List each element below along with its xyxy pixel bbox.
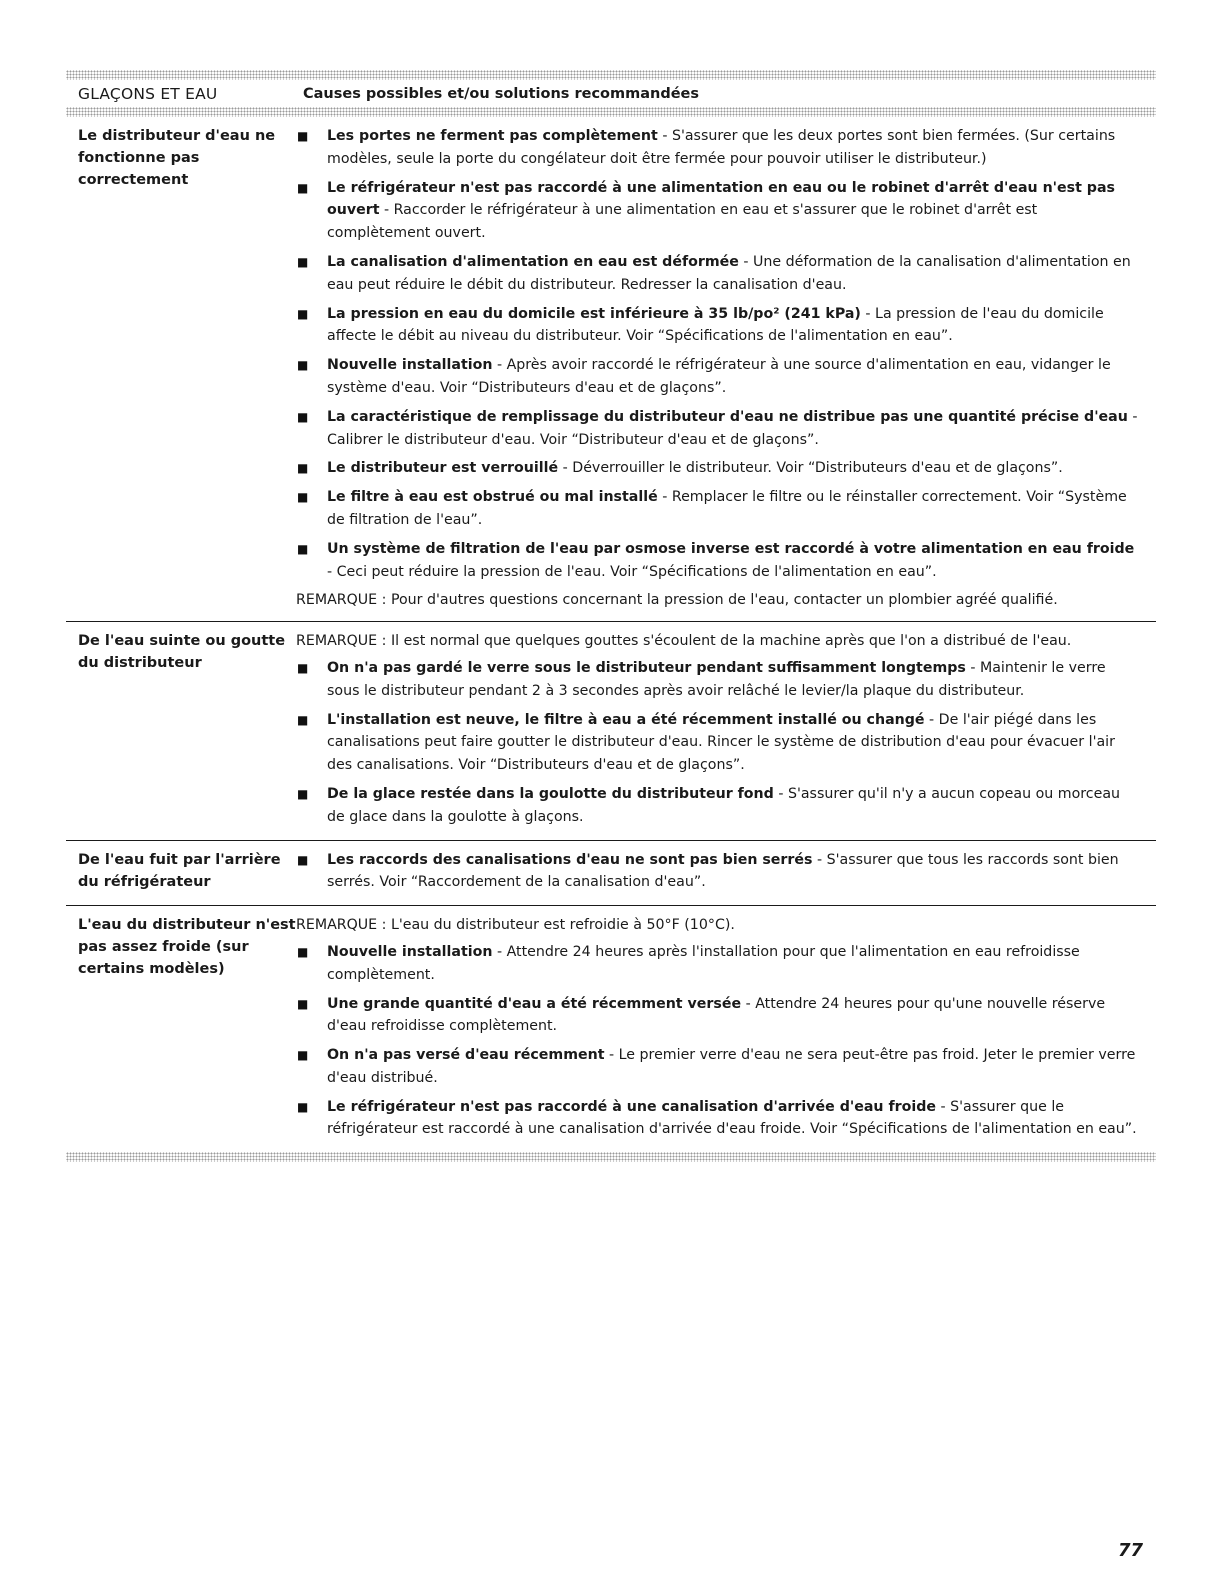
solutions-cell: [296, 910, 1156, 1147]
cause-label: De la glace restée dans la goulotte du distributeur fond: [327, 785, 774, 802]
table-header: [66, 80, 1156, 107]
bullet-icon: ■: [297, 490, 309, 505]
solutions-cell: [296, 626, 1156, 834]
cause-label: Le réfrigérateur n'est pas raccordé à une canalisation d'arrivée d'eau froide: [327, 1098, 937, 1115]
cause-label: La caractéristique de remplissage du distributeur d'eau ne distribue pas une quantité précise d'eau: [327, 408, 1128, 425]
list-item: [296, 303, 1156, 349]
solution-text: - Déverrouiller le distributeur. Voir “Distributeurs d'eau et de glaçons”.: [558, 460, 1063, 477]
solution-text: - Calibrer le distributeur d'eau. Voir “Distributeur d'eau et de glaçons”.: [327, 408, 1138, 448]
solution-text: - S'assurer qu'il n'y a aucun copeau ou morceau de glace dans la goulotte à glaçons.: [327, 785, 1121, 825]
list-item: [296, 993, 1156, 1039]
list-item: [296, 783, 1156, 829]
bullet-icon: ■: [297, 180, 309, 195]
bullet-icon: ■: [297, 996, 309, 1011]
header-rule: [66, 107, 1156, 117]
bullet-icon: ■: [297, 712, 309, 727]
solution-text: - Une déformation de la canalisation d'alimentation en eau peut réduire le débit du distributeur. Redresser la canalisation d'eau.: [327, 253, 1131, 293]
list-item: [296, 486, 1156, 532]
list-item: [296, 125, 1156, 171]
cause-label: L'installation est neuve, le filtre à eau a été récemment installé ou changé: [327, 711, 925, 728]
cause-label: La canalisation d'alimentation en eau est déformée: [327, 253, 739, 270]
solution-text: - Attendre 24 heures après l'installation pour que l'alimentation en eau refroidisse complètement.: [327, 943, 1080, 983]
problem-label: De l'eau fuit par l'arrière du réfrigérateur: [78, 851, 281, 890]
bullet-icon: ■: [297, 852, 309, 867]
cause-label: On n'a pas gardé le verre sous le distributeur pendant suffisamment longtemps: [327, 659, 966, 676]
list-item: [296, 849, 1156, 895]
problem-label: De l'eau suinte ou goutte du distributeur: [78, 633, 286, 672]
table-row: [66, 621, 1156, 839]
bullet-icon: ■: [297, 129, 309, 143]
solutions-cell: [296, 845, 1156, 901]
cause-label: Le filtre à eau est obstrué ou mal installé: [327, 489, 658, 506]
list-item: [296, 1096, 1156, 1142]
cause-label: Le réfrigérateur n'est pas raccordé à une alimentation en eau ou le robinet d'arrêt d'eau n'est pas ouvert: [327, 179, 1115, 219]
list-item: [296, 1044, 1156, 1090]
cause-label: Nouvelle installation: [327, 357, 493, 374]
top-rule: [66, 70, 1156, 80]
list-item: [296, 354, 1156, 400]
table-row: [66, 117, 1156, 621]
solution-text: - La pression de l'eau du domicile affecte le débit au niveau du distributeur. Voir “Spécifications de l'alimentation en eau”.: [327, 305, 1104, 345]
list-item: [296, 177, 1156, 245]
solution-text: - S'assurer que tous les raccords sont bien serrés. Voir “Raccordement de la canalisation d'eau”.: [327, 851, 1119, 891]
bullet-icon: ■: [297, 461, 309, 476]
troubleshooting-table: [66, 70, 1156, 1162]
section-title: GLAÇONS ET EAU: [78, 84, 218, 103]
cause-label: La pression en eau du domicile est inférieure à 35 lb/po² (241 kPa): [327, 305, 861, 322]
solution-text: - Raccorder le réfrigérateur à une alimentation en eau et s'assurer que le robinet d'arrêt est complètement ouvert.: [327, 202, 1038, 242]
bullet-icon: ■: [297, 358, 309, 373]
bullet-icon: ■: [297, 944, 309, 959]
list-item: [296, 941, 1156, 987]
bullet-icon: ■: [297, 1099, 309, 1114]
cause-label: On n'a pas versé d'eau récemment: [327, 1047, 605, 1064]
cause-label: Un système de filtration de l'eau par osmose inverse est raccordé à votre alimentation en eau froide: [327, 540, 1135, 557]
bullet-icon: ■: [297, 409, 309, 424]
column-title: Causes possibles et/ou solutions recommandées: [303, 85, 700, 102]
bullet-icon: ■: [297, 786, 309, 801]
solution-text: - Le premier verre d'eau ne sera peut-être pas froid. Jeter le premier verre d'eau distribué.: [327, 1047, 1136, 1086]
cause-label: Une grande quantité d'eau a été récemment versée: [327, 995, 742, 1012]
list-item: [296, 251, 1156, 297]
remark-note: REMARQUE : Il est normal que quelques gouttes s'écoulent de la machine après que l'on a distribué de l'eau.: [296, 633, 1072, 650]
solutions-cell: [296, 121, 1156, 616]
bullet-icon: ■: [297, 1048, 309, 1063]
solution-text: - Maintenir le verre sous le distributeur pendant 2 à 3 secondes après avoir relâché le levier/la plaque du distributeur.: [327, 659, 1106, 699]
table-row: [66, 840, 1156, 906]
list-item: [296, 709, 1156, 777]
solution-text: - Après avoir raccordé le réfrigérateur à une source d'alimentation en eau, vidanger le système d'eau. Voir “Distributeurs d'eau et de glaçons”.: [327, 357, 1111, 396]
list-item: [296, 538, 1156, 584]
solution-text: - De l'air piégé dans les canalisations peut faire goutter le distributeur d'eau. Rincer le système de distribution d'eau pour évacuer l'air des canalisations. Voir “Distributeurs d'eau et de glaçons”.: [327, 711, 1115, 774]
bullet-icon: ■: [297, 541, 309, 556]
solution-text: - Remplacer le filtre ou le réinstaller correctement. Voir “Système de filtration de l'eau”.: [327, 489, 1127, 528]
list-item: [296, 457, 1156, 480]
solution-text: - S'assurer que les deux portes sont bien fermées. (Sur certains modèles, seule la porte du congélateur doit être fermée pour pouvoir utiliser le distributeur.): [327, 128, 1116, 167]
solution-text: - Attendre 24 heures pour qu'une nouvelle réserve d'eau refroidisse complètement.: [327, 995, 1106, 1035]
problem-label: L'eau du distributeur n'est pas assez froide (sur certains modèles): [78, 917, 296, 978]
remark-note: REMARQUE : Pour d'autres questions concernant la pression de l'eau, contacter un plombier agréé qualifié.: [296, 592, 1058, 609]
remark-note: REMARQUE : L'eau du distributeur est refroidie à 50°F (10°C).: [296, 917, 735, 934]
cause-label: Le distributeur est verrouillé: [327, 460, 559, 477]
table-row: [66, 905, 1156, 1152]
cause-label: Nouvelle installation: [327, 943, 493, 960]
bullet-icon: ■: [297, 254, 309, 269]
cause-label: Les raccords des canalisations d'eau ne sont pas bien serrés: [327, 851, 813, 868]
problem-label: Le distributeur d'eau ne fonctionne pas correctement: [78, 128, 276, 188]
bullet-icon: ■: [297, 306, 309, 321]
cause-label: Les portes ne ferment pas complètement: [327, 128, 658, 144]
solution-text: - Ceci peut réduire la pression de l'eau. Voir “Spécifications de l'alimentation en eau”.: [327, 563, 937, 580]
bullet-icon: ■: [297, 660, 309, 675]
bottom-rule: [66, 1152, 1156, 1162]
list-item: [296, 657, 1156, 703]
list-item: [296, 406, 1156, 452]
page-number: 77: [1118, 1540, 1144, 1561]
solution-text: - S'assurer que le réfrigérateur est raccordé à une canalisation d'arrivée d'eau froide. Voir “Spécifications de l'alimentation en eau”.: [327, 1098, 1137, 1138]
